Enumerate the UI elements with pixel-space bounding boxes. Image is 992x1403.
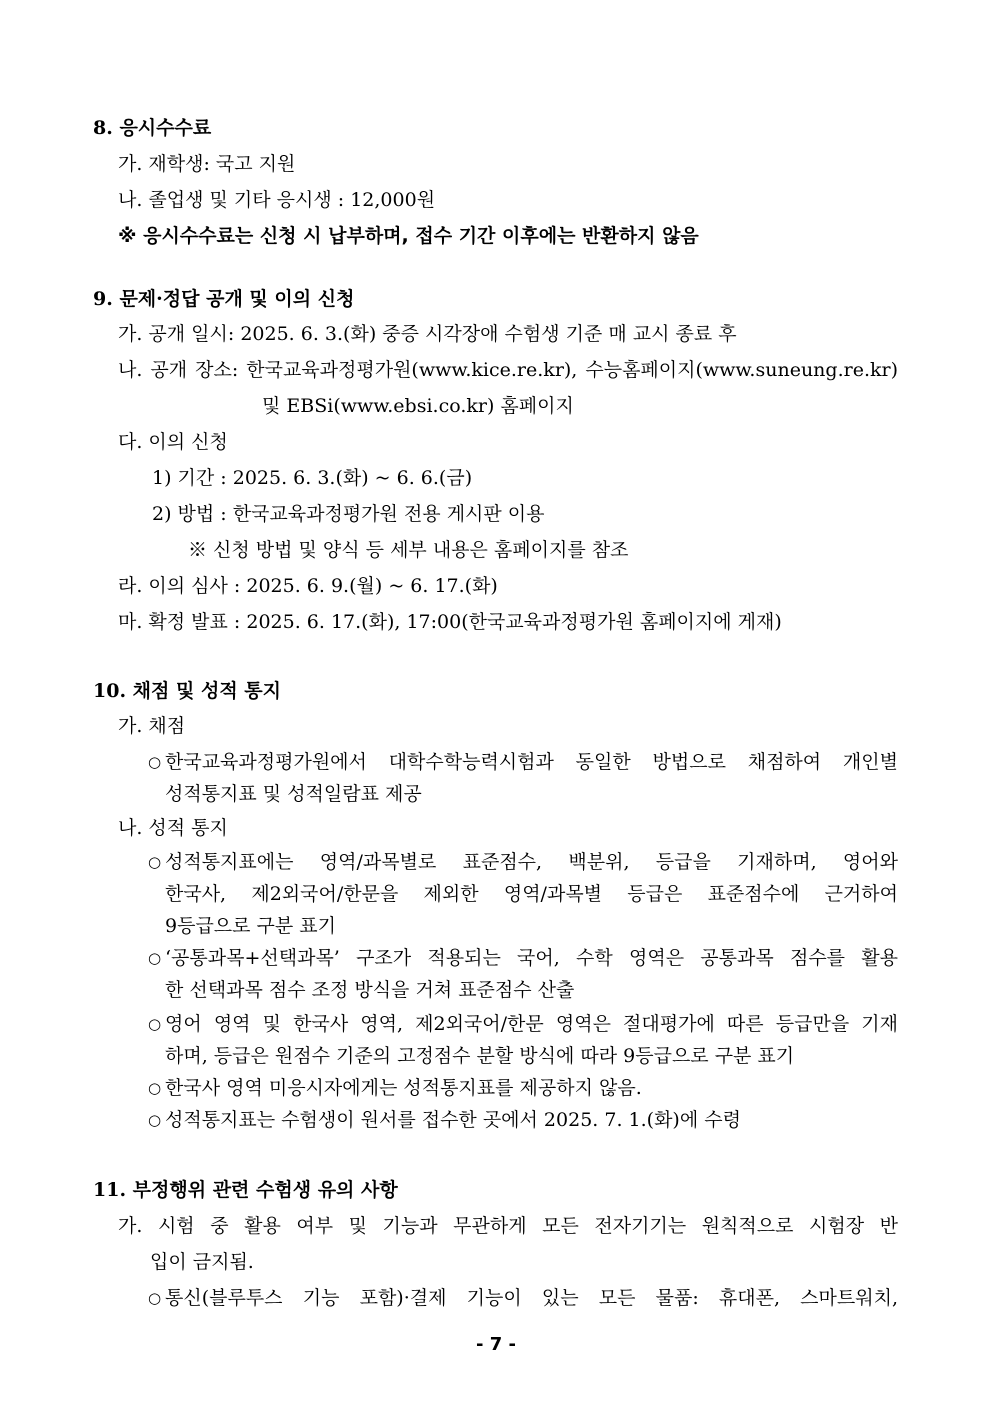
section-10-b-bullet1-line3: 9등급으로 구분 표기	[165, 915, 336, 937]
section-9-item-b-line1: 나. 공개 장소: 한국교육과정평가원(www.kice.re.kr), 수능홈페이지(www.suneung.re.kr)	[118, 359, 898, 381]
page-number: - 7 -	[476, 1334, 516, 1355]
section-10-b-bullet4: 한국사 영역 미응시자에게는 성적통지표를 제공하지 않음.	[165, 1077, 642, 1099]
section-10-title: 10. 채점 및 성적 통지	[93, 680, 281, 702]
bullet-icon: ○	[148, 1111, 162, 1129]
bullet-icon: ○	[148, 949, 162, 967]
section-8-item-a: 가. 재학생: 국고 지원	[118, 153, 296, 175]
section-8-note: ※ 응시수수료는 신청 시 납부하며, 접수 기간 이후에는 반환하지 않음	[118, 225, 699, 247]
section-10-b-bullet1-line2: 한국사, 제2외국어/한문을 제외한 영역/과목별 등급은 표준점수에 근거하여	[165, 883, 898, 905]
bullet-icon: ○	[148, 1015, 162, 1033]
section-9-title: 9. 문제·정답 공개 및 이의 신청	[93, 288, 355, 310]
section-10-item-a: 가. 채점	[118, 715, 186, 737]
section-11-item-a-line1: 가. 시험 중 활용 여부 및 기능과 무관하게 모든 전자기기는 원칙적으로 시험장 반	[118, 1215, 898, 1237]
section-10-b-bullet1-line1: 성적통지표에는 영역/과목별로 표준점수, 백분위, 등급을 기재하며, 영어와	[165, 851, 898, 873]
section-9-item-a: 가. 공개 일시: 2025. 6. 3.(화) 중증 시각장애 수험생 기준 매 교시 종료 후	[118, 323, 737, 345]
section-9-item-c2-note: ※ 신청 방법 및 양식 등 세부 내용은 홈페이지를 참조	[188, 539, 629, 561]
section-9-item-c1: 1) 기간 : 2025. 6. 3.(화) ~ 6. 6.(금)	[152, 467, 473, 489]
section-10-b-bullet3-line1: 영어 영역 및 한국사 영역, 제2외국어/한문 영역은 절대평가에 따른 등급만을 기재	[165, 1013, 898, 1035]
section-11-title: 11. 부정행위 관련 수험생 유의 사항	[93, 1179, 398, 1201]
section-8-item-b: 나. 졸업생 및 기타 응시생 : 12,000원	[118, 189, 436, 211]
section-9-item-b-line2: 및 EBSi(www.ebsi.co.kr) 홈페이지	[262, 395, 574, 417]
section-10-item-b: 나. 성적 통지	[118, 817, 228, 839]
bullet-icon: ○	[148, 753, 162, 771]
section-9-item-d: 라. 이의 심사 : 2025. 6. 9.(월) ~ 6. 17.(화)	[118, 575, 498, 597]
section-8-title: 8. 응시수수료	[93, 117, 212, 139]
bullet-icon: ○	[148, 853, 162, 871]
section-11-item-a-line2: 입이 금지됨.	[150, 1251, 254, 1273]
section-10-b-bullet2-line1: ‘공통과목+선택과목’ 구조가 적용되는 국어, 수학 영역은 공통과목 점수를 활용	[165, 947, 898, 969]
bullet-icon: ○	[148, 1079, 162, 1097]
section-10-b-bullet3-line2: 하며, 등급은 원점수 기준의 고정점수 분할 방식에 따라 9등급으로 구분 표기	[165, 1045, 795, 1067]
bullet-icon: ○	[148, 1289, 162, 1307]
section-9-item-e: 마. 확정 발표 : 2025. 6. 17.(화), 17:00(한국교육과정평가원 홈페이지에 게재)	[118, 611, 782, 633]
section-10-a-bullet1-line1: 한국교육과정평가원에서 대학수학능력시험과 동일한 방법으로 채점하여 개인별	[165, 751, 898, 773]
section-10-b-bullet2-line2: 한 선택과목 점수 조정 방식을 거쳐 표준점수 산출	[165, 979, 575, 1001]
section-11-a-bullet1: 통신(블루투스 기능 포함)·결제 기능이 있는 모든 물품: 휴대폰, 스마트워치,	[165, 1287, 898, 1309]
section-10-a-bullet1-line2: 성적통지표 및 성적일람표 제공	[165, 783, 422, 805]
section-9-item-c: 다. 이의 신청	[118, 431, 228, 453]
section-10-b-bullet5: 성적통지표는 수험생이 원서를 접수한 곳에서 2025. 7. 1.(화)에 수령	[165, 1109, 741, 1131]
section-9-item-c2: 2) 방법 : 한국교육과정평가원 전용 게시판 이용	[152, 503, 545, 525]
